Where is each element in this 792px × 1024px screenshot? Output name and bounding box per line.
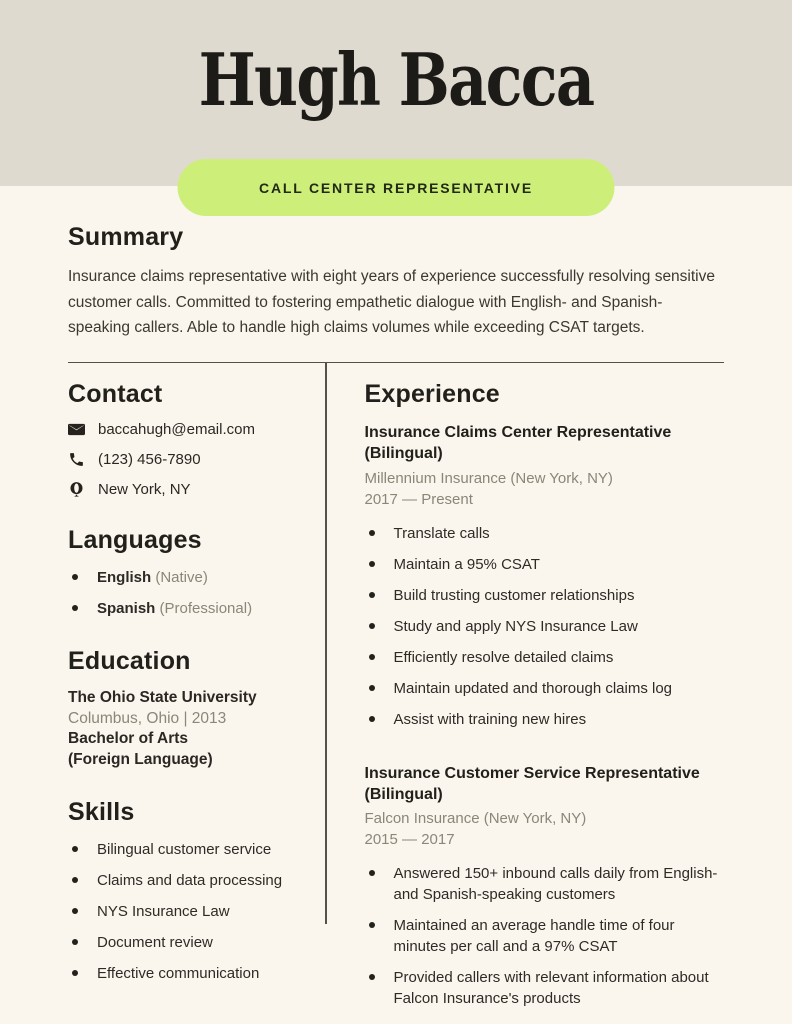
languages-heading: Languages <box>68 526 202 555</box>
language-name: Spanish <box>97 600 156 618</box>
contact-heading: Contact <box>68 380 163 409</box>
skills-heading: Skills <box>68 797 135 826</box>
job-title: Insurance Customer Service Representative (Bilingual) <box>364 764 700 803</box>
job-bullet: Study and apply NYS Insurance Law <box>365 616 725 637</box>
contact-location-text: New York, NY <box>98 481 191 499</box>
education-entry <box>68 688 325 770</box>
person-name: Hugh Bacca <box>198 37 594 122</box>
education-location-year: Columbus, Ohio | 2013 <box>68 709 227 727</box>
language-level: (Professional) <box>159 600 253 618</box>
phone-icon <box>68 451 85 468</box>
job-bullet: Build trusting customer relationships <box>365 585 725 606</box>
languages-list <box>68 567 325 619</box>
experience-entry <box>365 423 725 730</box>
summary-text: Insurance claims representative with eight years of experience successfully resolving sensitive customer calls. Committed to fostering empathetic dialogue with English- and Spanish-speaking callers. Able to handle high claims volumes while exceeding CSAT targets. <box>68 268 715 337</box>
contact-section <box>68 380 325 498</box>
job-company: Falcon Insurance (New York, NY) <box>364 810 587 828</box>
language-item <box>68 567 325 588</box>
job-title: Insurance Claims Center Representative (Bilingual) <box>364 424 672 462</box>
job-bullet: Maintain updated and thorough claims log <box>365 678 725 699</box>
two-column-layout <box>68 363 724 1019</box>
skill-item: NYS Insurance Law <box>68 901 325 922</box>
job-company-dates <box>365 468 725 510</box>
job-bullet: Maintain a 95% CSAT <box>365 554 725 575</box>
job-bullet: Assist with training new hires <box>365 709 725 730</box>
skills-section <box>68 798 325 984</box>
language-level: (Native) <box>155 569 208 587</box>
left-column <box>68 363 325 1019</box>
skill-item: Claims and data processing <box>68 870 325 891</box>
right-column <box>327 363 725 1019</box>
languages-section <box>68 526 325 619</box>
education-degree: Bachelor of Arts <box>68 730 189 748</box>
skills-list <box>68 839 325 984</box>
education-major: (Foreign Language) <box>68 750 213 768</box>
language-name: English <box>97 569 152 587</box>
education-school: The Ohio State University <box>68 689 257 707</box>
experience-entry <box>365 764 725 1010</box>
contact-row-email <box>68 421 325 438</box>
job-bullet: Answered 150+ inbound calls daily from English- and Spanish-speaking customers <box>365 863 725 905</box>
job-bullet: Efficiently resolve detailed claims <box>365 647 725 668</box>
globe-icon <box>68 481 85 498</box>
skill-item: Document review <box>68 932 325 953</box>
education-heading: Education <box>68 647 191 676</box>
skill-item: Effective communication <box>68 963 325 984</box>
job-bullet-list <box>365 523 725 730</box>
job-dates: 2017 — Present <box>364 490 473 508</box>
job-bullet: Maintained an average handle time of four minutes per call and a 97% CSAT <box>365 915 725 957</box>
contact-email-text: baccahugh@email.com <box>98 421 255 439</box>
job-dates: 2015 — 2017 <box>364 831 455 849</box>
contact-phone-text: (123) 456-7890 <box>98 451 201 469</box>
experience-heading: Experience <box>364 380 500 409</box>
skill-item: Bilingual customer service <box>68 839 325 860</box>
job-company: Millennium Insurance (New York, NY) <box>364 469 613 487</box>
contact-list <box>68 421 325 498</box>
language-item <box>68 598 325 619</box>
email-icon <box>68 421 85 438</box>
contact-row-location <box>68 481 325 498</box>
job-bullet-list <box>365 863 725 1009</box>
resume-body <box>0 223 792 1019</box>
summary-section <box>68 223 724 341</box>
job-bullet: Provided callers with relevant information about Falcon Insurance's products <box>365 967 725 1009</box>
contact-row-phone <box>68 451 325 468</box>
job-title-badge <box>178 159 615 216</box>
job-title-badge-label: CALL CENTER REPRESENTATIVE <box>259 179 533 196</box>
summary-heading: Summary <box>68 223 184 251</box>
job-company-dates <box>365 808 725 850</box>
education-section <box>68 647 325 770</box>
job-bullet: Translate calls <box>365 523 725 544</box>
